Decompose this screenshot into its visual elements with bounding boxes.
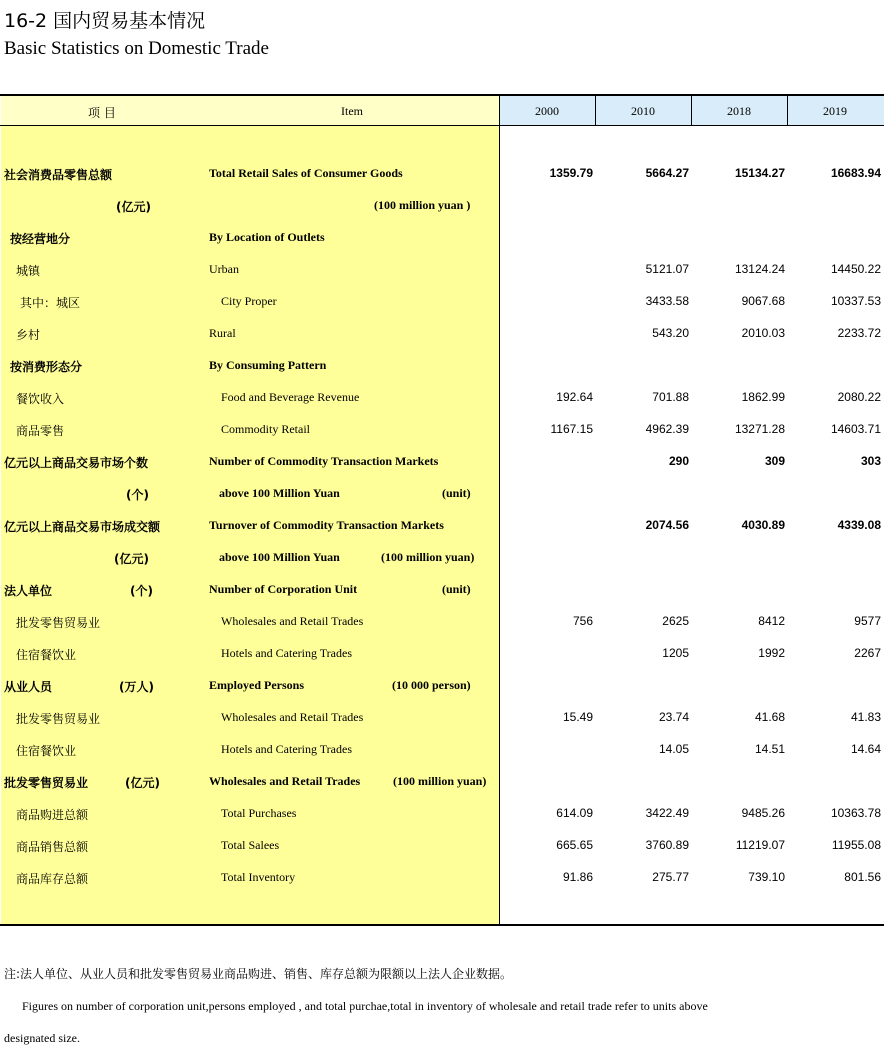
row-label-cn: 乡村 <box>16 328 41 342</box>
row-unit-en: (100 million yuan) <box>393 774 487 788</box>
row-label-en: Wholesales and Retail Trades <box>221 710 364 724</box>
row-value-2000: 1167.15 <box>550 422 593 436</box>
row-value-2019: 14450.22 <box>830 262 881 276</box>
note-cn: 注:法人单位、从业人员和批发零售贸易业商品购进、销售、库存总额为限额以上法人企业数据。 <box>4 967 513 981</box>
header-item-en: Item <box>341 104 363 118</box>
row-value-2010: 290 <box>668 454 689 468</box>
row-label-en: Wholesales and Retail Trades <box>221 614 364 628</box>
row-value-2010: 14.05 <box>658 742 689 756</box>
row-label-en: (100 million yuan ) <box>374 198 471 212</box>
row-value-2018: 4030.89 <box>741 518 785 532</box>
row-value-2019: 14603.71 <box>830 422 881 436</box>
header-year-2018: 2018 <box>727 104 751 118</box>
row-label-cn: 按经营地分 <box>10 232 71 246</box>
year-divider <box>595 96 596 125</box>
row-value-2019: 10337.53 <box>830 294 881 308</box>
row-label-en: Employed Persons <box>209 678 305 692</box>
row-unit-cn: (万人) <box>119 680 154 694</box>
row-unit-en: (100 million yuan) <box>381 550 475 564</box>
row-label-en: Total Purchases <box>221 806 297 820</box>
row-value-2019: 10363.78 <box>830 806 881 820</box>
row-label-cn: 批发零售贸易业 <box>16 712 101 726</box>
header-year-2010: 2010 <box>631 104 655 118</box>
row-unit-en: (10 000 person) <box>392 678 471 692</box>
row-value-2010: 1205 <box>662 646 689 660</box>
item-column-divider <box>499 96 500 925</box>
row-label-cn: 餐饮收入 <box>16 392 65 406</box>
row-label-cn: (亿元) <box>114 552 149 566</box>
item-header-background <box>1 96 499 125</box>
row-label-en: Rural <box>209 326 236 340</box>
row-value-2019: 14.64 <box>850 742 881 756</box>
row-value-2018: 13271.28 <box>734 422 785 436</box>
row-value-2010: 23.74 <box>658 710 689 724</box>
row-label-cn: 住宿餐饮业 <box>16 648 77 662</box>
row-unit-cn: (个) <box>130 584 153 598</box>
row-value-2018: 9067.68 <box>741 294 785 308</box>
row-value-2019: 41.83 <box>850 710 881 724</box>
row-label-cn: 城镇 <box>16 264 41 278</box>
row-value-2010: 275.77 <box>652 870 689 884</box>
header-year-2019: 2019 <box>823 104 847 118</box>
row-label-en: By Consuming Pattern <box>209 358 327 372</box>
row-value-2018: 15134.27 <box>734 166 785 180</box>
row-label-en: above 100 Million Yuan <box>219 486 340 500</box>
header-bottom-rule <box>0 125 884 126</box>
row-value-2019: 2267 <box>854 646 881 660</box>
row-label-en: Hotels and Catering Trades <box>221 646 352 660</box>
note-en-line2: designated size. <box>4 1031 80 1045</box>
row-label-cn: 批发零售贸易业 <box>4 776 89 790</box>
row-value-2010: 543.20 <box>652 326 689 340</box>
year-divider <box>691 96 692 125</box>
row-value-2019: 4339.08 <box>837 518 881 532</box>
row-value-2010: 2074.56 <box>645 518 689 532</box>
row-value-2010: 5121.07 <box>645 262 689 276</box>
row-value-2000: 91.86 <box>562 870 593 884</box>
page-title-cn: 16-2 国内贸易基本情况 <box>4 10 206 32</box>
row-value-2010: 701.88 <box>652 390 689 404</box>
page-title-en: Basic Statistics on Domestic Trade <box>4 38 269 59</box>
row-label-cn: 批发零售贸易业 <box>16 616 101 630</box>
note-en-line1: Figures on number of corporation unit,persons employed , and total purchae,total in inventory of wholesale and retail trade refer to units above <box>22 999 708 1013</box>
row-label-cn: 按消费形态分 <box>10 360 83 374</box>
row-label-en: Food and Beverage Revenue <box>221 390 360 404</box>
table-bottom-rule <box>0 924 884 926</box>
row-label-cn: 商品购进总额 <box>16 808 89 822</box>
row-value-2018: 11219.07 <box>735 838 785 852</box>
row-unit-cn: (亿元) <box>125 776 160 790</box>
row-label-cn: 社会消费品零售总额 <box>4 168 113 182</box>
row-label-en: Number of Corporation Unit <box>209 582 358 596</box>
row-value-2000: 665.65 <box>556 838 593 852</box>
row-value-2000: 756 <box>572 614 593 628</box>
row-label-cn: 商品库存总额 <box>16 872 89 886</box>
row-value-2018: 1862.99 <box>741 390 785 404</box>
row-value-2018: 13124.24 <box>734 262 785 276</box>
row-unit-en: (unit) <box>442 582 471 596</box>
row-label-cn: 商品销售总额 <box>16 840 89 854</box>
row-value-2019: 16683.94 <box>830 166 881 180</box>
row-value-2018: 739.10 <box>748 870 785 884</box>
row-value-2000: 15.49 <box>562 710 593 724</box>
row-label-cn: (个) <box>126 488 149 502</box>
row-value-2018: 309 <box>764 454 785 468</box>
row-value-2019: 801.56 <box>844 870 881 884</box>
row-label-en: Commodity Retail <box>221 422 310 436</box>
row-value-2018: 9485.26 <box>741 806 785 820</box>
row-label-cn: 亿元以上商品交易市场成交额 <box>4 520 161 534</box>
row-value-2018: 14.51 <box>754 742 785 756</box>
row-value-2019: 11955.08 <box>831 838 881 852</box>
row-unit-en: (unit) <box>442 486 471 500</box>
header-item-cn: 项 目 <box>88 106 116 120</box>
row-value-2010: 3422.49 <box>645 806 689 820</box>
row-label-en: above 100 Million Yuan <box>219 550 340 564</box>
row-value-2019: 2233.72 <box>837 326 881 340</box>
row-label-cn: 亿元以上商品交易市场个数 <box>4 456 149 470</box>
row-label-cn: 从业人员 <box>4 680 53 694</box>
row-value-2010: 3760.89 <box>645 838 689 852</box>
row-label-en: Total Retail Sales of Consumer Goods <box>209 166 403 180</box>
row-label-en: Wholesales and Retail Trades <box>209 774 361 788</box>
row-value-2019: 9577 <box>854 614 881 628</box>
row-value-2018: 8412 <box>758 614 785 628</box>
row-label-en: Turnover of Commodity Transaction Markets <box>209 518 444 532</box>
row-label-en: Total Inventory <box>221 870 296 884</box>
row-label-cn: (亿元) <box>116 200 151 214</box>
row-value-2018: 41.68 <box>754 710 785 724</box>
row-value-2018: 1992 <box>758 646 785 660</box>
row-value-2010: 2625 <box>662 614 689 628</box>
row-label-en: By Location of Outlets <box>209 230 325 244</box>
row-label-en: Urban <box>209 262 239 276</box>
row-label-cn: 法人单位 <box>4 584 53 598</box>
year-divider <box>787 96 788 125</box>
row-value-2019: 303 <box>860 454 881 468</box>
row-value-2000: 614.09 <box>556 806 593 820</box>
row-value-2018: 2010.03 <box>741 326 785 340</box>
row-label-cn: 住宿餐饮业 <box>16 744 77 758</box>
header-year-2000: 2000 <box>535 104 559 118</box>
row-value-2000: 192.64 <box>556 390 593 404</box>
row-label-en: City Proper <box>221 294 277 308</box>
row-label-en: Number of Commodity Transaction Markets <box>209 454 439 468</box>
row-label-en: Hotels and Catering Trades <box>221 742 352 756</box>
row-value-2000: 1359.79 <box>549 166 593 180</box>
row-label-en: Total Salees <box>221 838 280 852</box>
row-label-cn: 其中：城区 <box>20 296 81 310</box>
row-label-cn: 商品零售 <box>16 424 65 438</box>
row-value-2010: 3433.58 <box>645 294 689 308</box>
row-value-2010: 5664.27 <box>645 166 689 180</box>
row-value-2019: 2080.22 <box>837 390 881 404</box>
row-value-2010: 4962.39 <box>645 422 689 436</box>
